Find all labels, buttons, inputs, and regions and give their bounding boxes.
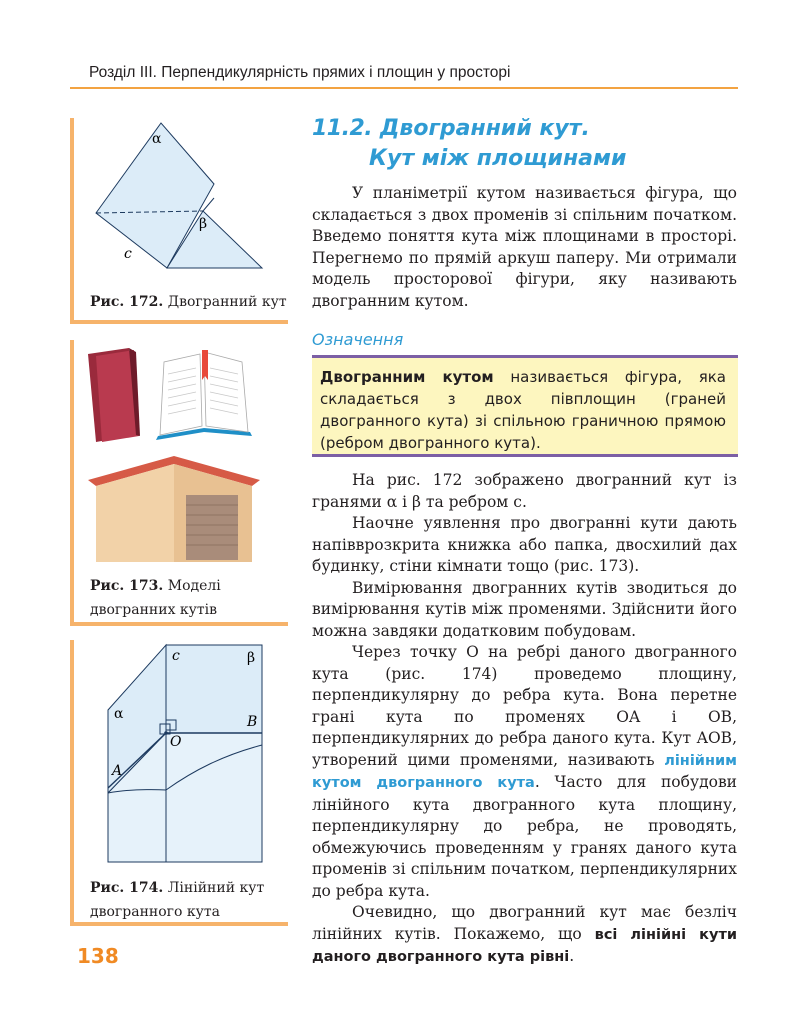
caption-text-2: двогранних кутів xyxy=(90,602,218,618)
figure-174-panel xyxy=(70,640,288,922)
section-title-line1: Двогранний кут. xyxy=(379,116,590,141)
caption-text-2: двогранного кута xyxy=(90,904,220,920)
label-alpha: α xyxy=(114,706,124,722)
header-rule xyxy=(70,87,738,89)
caption-number: Рис. 172. xyxy=(90,294,164,310)
section-title-line2: Кут між площинами xyxy=(369,146,627,171)
figure-172-panel xyxy=(70,118,288,320)
paragraph-4-text-b: . Часто для побудови лінійного кута двогранного кута площину, перпендикулярну до ребра, не проводять, обмежуючись проведенням у гранях даного кута променів зі спільним початком, перпендикулярних до ребра кута. xyxy=(312,773,738,900)
definition-term: Двогранним кутом xyxy=(320,368,494,386)
paragraph-4 xyxy=(312,642,737,902)
linear-angle-diagram xyxy=(74,640,288,865)
folder-icon xyxy=(88,348,140,442)
paragraph-3: Вимірювання двогранних кутів зводиться до вимірювання кутів між променями. Здійснити його можна завдяки додатковим побудовам. xyxy=(312,578,737,640)
intro-paragraph xyxy=(312,183,737,312)
house-icon xyxy=(88,456,260,562)
caption-number: Рис. 174. xyxy=(90,880,164,896)
intro-text: У планіметрії кутом називається фігура, що складається з двох променів зі спільним початком. Введемо поняття кута між площинами в просторі. Перегнемо по прямій аркуш паперу. Ми отримали модель просторової фігури, яку називають двогранним кутом. xyxy=(312,184,737,310)
page-number: 138 xyxy=(77,944,119,968)
label-B: B xyxy=(247,714,258,730)
label-O: O xyxy=(170,734,182,750)
figure-173-caption xyxy=(90,574,221,622)
definition-label: Означення xyxy=(312,330,404,349)
label-alpha: α xyxy=(152,131,162,147)
paragraph-2: Наочне уявлення про двогранні кути дають напівврозкрита книжка або папка, двосхилий дах будинку, стіни кімнати тощо (рис. 173). xyxy=(312,514,737,575)
paragraph-4-text-a: Через точку O на ребрі даного двогранного кута (рис. 174) проведемо площину, перпендикулярну до ребра кута. Вона перетне грані кута по променях OA і OB, перпендикулярних до ребра даного кута. Кут AOB, утворений цими променями, називають xyxy=(312,643,737,769)
label-c: c xyxy=(124,246,132,262)
models-illustration xyxy=(74,340,288,570)
book-icon xyxy=(156,350,252,440)
figure-174-caption xyxy=(90,876,264,924)
paragraph-5-text-b: . xyxy=(569,947,575,965)
paragraph-5-bold: всі лінійні кути даного двогранного кута рівні xyxy=(312,926,738,965)
dihedral-angle-diagram xyxy=(74,118,288,288)
section-title xyxy=(312,114,626,174)
caption-text: Моделі xyxy=(163,578,221,594)
section-number: 11.2. xyxy=(312,116,373,141)
label-beta: β xyxy=(247,650,256,666)
main-text xyxy=(312,470,737,969)
caption-number: Рис. 173. xyxy=(90,578,164,594)
paragraph-5 xyxy=(312,902,737,969)
label-c: c xyxy=(172,648,180,664)
definition-box xyxy=(312,355,738,457)
running-header: Розділ ІІІ. Перпендикулярність прямих і площин у просторі xyxy=(89,64,511,81)
paragraph-5-text-a: Очевидно, що двогранний кут має безліч лінійних кутів. Покажемо, що xyxy=(312,903,737,943)
definition-text: називається фігура, яка складається з двох півплощин (граней двогранного кута) зі спільною граничною прямою (ребром двогранного кута). xyxy=(320,368,726,452)
label-A: A xyxy=(112,763,123,779)
caption-text: Двогранний кут xyxy=(163,294,287,310)
caption-text: Лінійний кут xyxy=(163,880,265,896)
figure-173-panel xyxy=(70,340,288,622)
figure-172-caption xyxy=(90,290,287,314)
label-beta: β xyxy=(199,216,208,232)
linear-angle-term: лінійним кутом двогранного кута xyxy=(312,752,737,791)
paragraph-1: На рис. 172 зображено двогранний кут із гранями α і β та ребром c. xyxy=(312,471,737,511)
